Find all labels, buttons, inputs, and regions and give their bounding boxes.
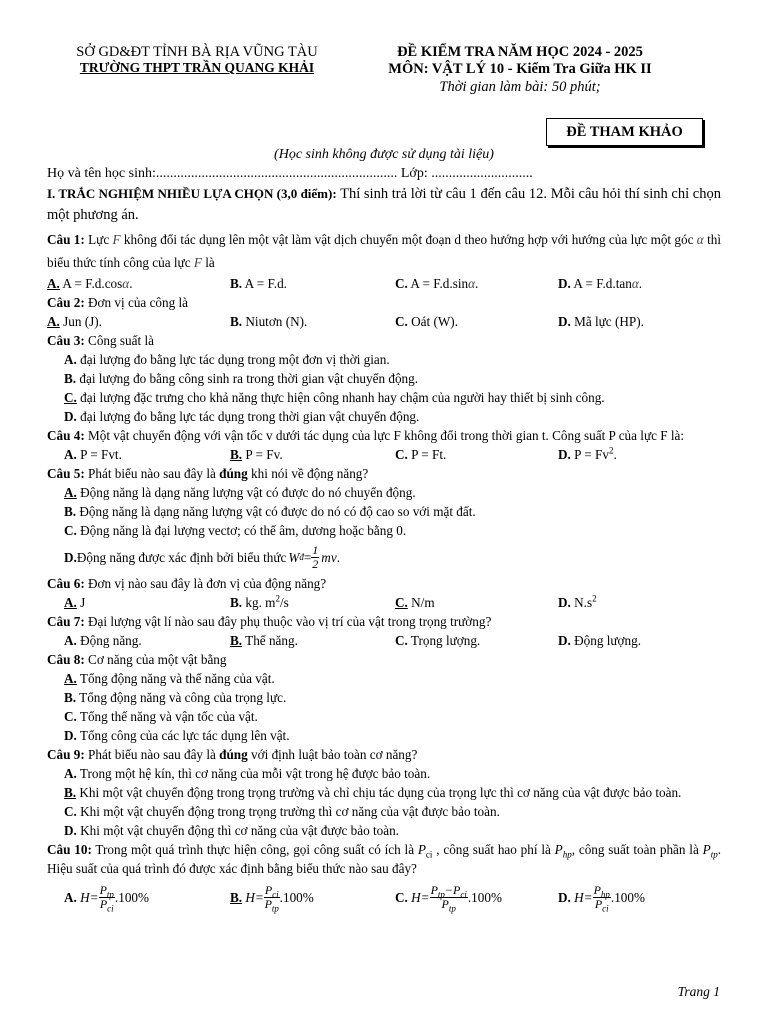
denominator: P	[441, 896, 449, 911]
period: .	[613, 447, 617, 462]
question-10-text: Trong một quá trình thực hiện công, gọi công suất có ích là	[91, 842, 418, 857]
option-label: C.	[395, 889, 408, 905]
option-label: B.	[64, 785, 77, 800]
fraction	[430, 884, 468, 911]
percent: .100%	[467, 889, 502, 905]
fraction	[264, 884, 280, 911]
option-c[interactable]	[47, 388, 721, 407]
question-10-text: , công suất toàn phần là	[571, 842, 703, 857]
percent: .100%	[610, 889, 645, 905]
question-10-label: Câu 10:	[47, 842, 92, 857]
question-1-text: không đổi tác dụng lên một vật làm vật dịch chuyển một đoạn d theo hướng hợp với hướng của lực một góc	[120, 232, 697, 247]
option-c[interactable]	[395, 312, 558, 331]
option-label: A.	[47, 314, 60, 329]
alpha-symbol: α	[696, 232, 704, 247]
option-text: P = Fvt.	[76, 447, 122, 462]
option-text: Tổng công của các lực tác dụng lên vật.	[76, 728, 290, 743]
subscript: ci	[425, 849, 433, 860]
option-text: Khi một vật chuyển động trong trọng trường và chỉ chịu tác dụng của trọng lực thì cơ năng của vật được bảo toàn.	[76, 785, 682, 800]
numerator: P	[99, 882, 107, 897]
option-label: D.	[64, 728, 77, 743]
force-symbol: F	[193, 255, 202, 270]
option-b[interactable]	[230, 312, 395, 331]
fraction	[311, 544, 319, 571]
no-materials-note: (Học sinh không được sử dụng tài liệu)	[274, 147, 494, 162]
exam-header	[0, 42, 768, 102]
question-3-text: Công suất là	[84, 333, 154, 348]
option-a[interactable]	[47, 593, 230, 612]
option-b[interactable]	[230, 274, 395, 293]
denominator: P	[594, 896, 603, 911]
option-a[interactable]	[47, 631, 230, 650]
question-3-label: Câu 3:	[47, 333, 85, 348]
question-4-text: Một vật chuyển động với vận tốc v dưới tác dụng của lực F không đổi trong thời gian t. Công suất P của lực F là:	[84, 428, 685, 443]
option-text: A = F.d.	[244, 276, 287, 291]
minus: −	[444, 882, 454, 897]
section-1-instructions: Thí sinh trả lời từ câu 1 đến câu 12. Mỗi câu hỏi thí sinh chỉ chọn một phương án.	[47, 186, 721, 223]
option-label: B.	[64, 690, 77, 705]
option-text: P = Fv.	[242, 447, 283, 462]
option-text: đại lượng đo bằng lực tác dụng trong một đơn vị thời gian.	[76, 352, 390, 367]
numerator: P	[453, 882, 461, 897]
option-text: Thế năng.	[242, 633, 298, 648]
option-a[interactable]	[47, 483, 721, 502]
question-10	[47, 840, 721, 878]
option-a[interactable]	[47, 669, 721, 688]
formula-h: H=	[411, 889, 430, 905]
option-label: D.	[64, 823, 77, 838]
alpha-symbol: α	[631, 276, 639, 291]
option-a[interactable]	[47, 764, 721, 783]
question-10-options	[47, 878, 721, 916]
question-5-label: Câu 5:	[47, 466, 85, 481]
question-2-text: Đơn vị của công là	[84, 295, 189, 310]
question-9	[47, 745, 721, 764]
option-text: đại lượng đo bằng công sinh ra trong thời gian vật chuyển động.	[76, 371, 419, 386]
percent: .100%	[279, 889, 314, 905]
time-line: Thời gian làm bài: 50 phút;	[439, 79, 601, 95]
option-c[interactable]	[395, 884, 558, 911]
option-d[interactable]	[558, 631, 721, 650]
option-text: A = F.d.tan	[573, 276, 632, 291]
option-text: A = F.d.sin	[410, 276, 469, 291]
power-symbol: P	[554, 842, 563, 857]
option-b[interactable]	[47, 783, 721, 802]
option-text: Mã lực (HP).	[570, 314, 644, 329]
question-7-text: Đại lượng vật lí nào sau đây phụ thuộc vào vị trí của vật trong trọng trường?	[84, 614, 492, 629]
subscript: ci	[602, 902, 609, 913]
option-text: Khi một vật chuyển động thì cơ năng của vật được bảo toàn.	[76, 823, 399, 838]
formula-h: H=	[574, 889, 593, 905]
option-label: B.	[64, 371, 77, 386]
subscript: ci	[460, 888, 467, 899]
option-d[interactable]	[558, 593, 721, 612]
fraction	[99, 884, 115, 911]
exponent: 2	[592, 593, 597, 604]
option-label: B.	[230, 889, 243, 905]
option-label: A.	[64, 447, 77, 462]
option-d[interactable]	[47, 407, 721, 426]
subscript: tp	[710, 849, 718, 860]
option-b[interactable]	[47, 369, 721, 388]
question-4-label: Câu 4:	[47, 428, 85, 443]
alpha-symbol: α	[122, 276, 130, 291]
option-text: Động lượng.	[570, 633, 641, 648]
exam-content	[47, 145, 721, 916]
option-b[interactable]	[230, 884, 395, 911]
question-2-options	[47, 312, 721, 331]
option-text: /s	[279, 595, 289, 610]
question-10-text: . Hiệu suất của quá trình đó được xác định bằng biểu thức nào sau đây?	[47, 842, 721, 876]
option-label: B.	[230, 633, 243, 648]
option-b[interactable]	[47, 688, 721, 707]
denominator: P	[264, 896, 272, 911]
question-1	[47, 228, 721, 274]
option-d[interactable]: D. A = F.d.tanα.	[558, 276, 643, 291]
numerator: P	[264, 882, 273, 897]
option-text: Niutơn (N).	[242, 314, 308, 329]
question-9-text: Phát biểu nào sau đây là	[84, 747, 220, 762]
formula-h: H=	[80, 889, 99, 905]
option-label: A.	[64, 633, 77, 648]
school-name: TRƯỜNG THPT TRẦN QUANG KHẢI	[79, 60, 315, 75]
option-label: A.	[64, 352, 77, 367]
option-text: Động năng là dạng năng lượng vật có được do nó chuyển động.	[76, 485, 416, 500]
option-label: C.	[395, 447, 408, 462]
power-symbol: P	[702, 842, 711, 857]
option-label: C.	[64, 804, 77, 819]
option-label: D.	[558, 314, 571, 329]
option-text: Tổng động năng và công của trọng lực.	[76, 690, 287, 705]
option-c[interactable]	[395, 631, 558, 650]
question-5	[47, 464, 721, 483]
option-text: Oát (W).	[407, 314, 458, 329]
option-label: C.	[64, 709, 77, 724]
option-label: D.	[64, 549, 77, 565]
question-1-text: thì biểu thức tính công của lực	[47, 232, 721, 270]
option-d[interactable]	[47, 821, 721, 840]
option-label: C.	[395, 633, 408, 648]
option-label: B.	[230, 314, 243, 329]
option-label: D.	[64, 409, 77, 424]
option-text: Tổng động năng và thế năng của vật.	[76, 671, 275, 686]
subscript: tp	[106, 888, 114, 899]
question-5-text: khi nói về động năng?	[247, 466, 369, 481]
option-b[interactable]	[230, 593, 395, 612]
exponent: 2	[275, 593, 280, 604]
subject-line: MÔN: VẬT LÝ 10 - Kiểm Tra Giữa HK II	[388, 61, 652, 77]
option-label: A.	[64, 595, 77, 610]
option-text: P = Ft.	[407, 447, 447, 462]
option-text: đại lượng đặc trưng cho khả năng thực hiện công nhanh hay chậm của người hay thiết bị sinh công.	[76, 390, 605, 405]
option-c[interactable]: C. A = F.d.sinα.	[395, 276, 479, 291]
option-text: N.s	[570, 595, 593, 610]
question-2	[47, 293, 721, 312]
option-c[interactable]	[395, 593, 558, 612]
question-8-label: Câu 8:	[47, 652, 85, 667]
option-label: B.	[230, 595, 243, 610]
question-8	[47, 650, 721, 669]
exponent: 2	[608, 445, 614, 456]
option-text: J	[76, 595, 86, 610]
denominator: P	[99, 896, 108, 911]
option-text: N/m	[407, 595, 435, 610]
question-1-label: Câu 1:	[47, 232, 85, 247]
formula-mv: mv	[321, 549, 337, 565]
option-d[interactable]	[47, 726, 721, 745]
percent: .100%	[114, 889, 149, 905]
emphasis: đúng	[219, 466, 248, 481]
option-text: P = Fv	[570, 447, 609, 462]
emphasis: đúng	[219, 747, 248, 762]
option-label: A.	[64, 485, 77, 500]
option-c[interactable]	[47, 521, 721, 540]
option-d[interactable]	[558, 445, 721, 464]
option-a[interactable]	[47, 445, 230, 464]
numerator: P	[430, 882, 438, 897]
denominator: 2	[312, 556, 319, 571]
option-text: Khi một vật chuyển động trong trọng trường thì cơ năng của vật được bảo toàn.	[76, 804, 500, 819]
subscript: tp	[271, 902, 279, 913]
option-text: A = F.d.cos	[62, 276, 123, 291]
option-label: C.	[64, 390, 77, 405]
question-10-text: , công suất hao phí là	[432, 842, 555, 857]
option-label: D.	[558, 447, 571, 462]
option-c[interactable]	[395, 445, 558, 464]
department-name: SỞ GD&ĐT TỈNH BÀ RỊA VŨNG TÀU	[76, 44, 318, 60]
option-label: B.	[230, 447, 243, 462]
option-label: A.	[47, 276, 60, 291]
student-info-line: Họ và tên học sinh:..................................................................... Lớp: .............................	[47, 166, 533, 181]
subscript: tp	[448, 902, 456, 913]
option-b[interactable]	[230, 445, 395, 464]
option-a[interactable]	[47, 312, 230, 331]
option-b[interactable]	[230, 631, 395, 650]
numerator: P	[593, 882, 601, 897]
option-label: C.	[395, 314, 408, 329]
question-1-text: Lực	[84, 232, 113, 247]
question-2-label: Câu 2:	[47, 295, 85, 310]
subscript: ci	[272, 888, 279, 899]
question-1-options	[47, 274, 721, 293]
question-1-text: là	[201, 255, 215, 270]
option-text: Trong một hệ kín, thì cơ năng của mỗi vật trong hệ được bảo toàn.	[76, 766, 431, 781]
question-6	[47, 574, 721, 593]
section-1-heading	[47, 183, 721, 226]
option-text: Tổng thế năng và vận tốc của vật.	[76, 709, 258, 724]
option-label: D.	[558, 276, 571, 291]
option-a[interactable]	[47, 884, 230, 911]
numerator: 1	[312, 542, 319, 557]
fraction	[593, 884, 611, 911]
option-label: D.	[558, 889, 571, 905]
option-b[interactable]	[47, 502, 721, 521]
power-symbol: P	[417, 842, 426, 857]
option-d[interactable]	[558, 884, 721, 911]
page-number: Trang 1	[677, 984, 720, 999]
option-d[interactable]: D. Động năng được xác định bởi biểu thức W đ = $\frac{1}{2}$ mv .	[64, 542, 340, 571]
subscript: tp	[437, 888, 445, 899]
option-text: Động năng được xác định bởi biểu thức	[76, 549, 287, 565]
option-label: B.	[230, 276, 243, 291]
question-5-text: Phát biểu nào sau đây là	[84, 466, 220, 481]
question-9-label: Câu 9:	[47, 747, 85, 762]
option-text: kg. m	[242, 595, 276, 610]
question-6-options	[47, 593, 721, 612]
option-text: Trọng lượng.	[407, 633, 481, 648]
question-4-options	[47, 445, 721, 464]
question-7	[47, 612, 721, 631]
option-a[interactable]: A. A = F.d.cosα.	[47, 276, 133, 291]
option-d[interactable]	[558, 312, 721, 331]
question-7-options	[47, 631, 721, 650]
option-label: C.	[395, 595, 408, 610]
force-symbol: F	[112, 232, 121, 247]
option-a[interactable]	[47, 350, 721, 369]
question-3	[47, 331, 721, 350]
option-label: B.	[64, 504, 77, 519]
option-text: Động năng.	[76, 633, 142, 648]
question-9-text: với định luật bảo toàn cơ năng?	[247, 747, 418, 762]
question-6-label: Câu 6:	[47, 576, 85, 591]
option-text: Động năng là dạng năng lượng vật có được do nó có độ cao so với mặt đất.	[76, 504, 476, 519]
section-1-title: I. TRẮC NGHIỆM NHIỀU LỰA CHỌN (3,0 điểm):	[47, 186, 337, 201]
option-label: C.	[395, 276, 408, 291]
option-label: A.	[64, 766, 77, 781]
period: .	[336, 549, 340, 565]
subscript: hp	[600, 888, 610, 899]
option-c[interactable]	[47, 707, 721, 726]
formula-h: H=	[245, 889, 264, 905]
option-label: A.	[64, 889, 77, 905]
question-4	[47, 426, 721, 445]
option-label: A.	[64, 671, 77, 686]
option-c[interactable]	[47, 802, 721, 821]
exam-title: ĐỀ KIỂM TRA NĂM HỌC 2024 - 2025	[397, 44, 643, 60]
option-label: C.	[64, 523, 77, 538]
question-8-text: Cơ năng của một vật bằng	[84, 652, 227, 667]
subscript: hp	[562, 849, 572, 860]
option-text: Động năng là đại lượng vectơ; có thể âm, dương hoặc bằng 0.	[76, 523, 407, 538]
subscript: ci	[107, 902, 114, 913]
option-text: Jun (J).	[59, 314, 102, 329]
question-6-text: Đơn vị nào sau đây là đơn vị của động năng?	[84, 576, 327, 591]
formula-equals: =	[303, 549, 312, 565]
option-text: đại lượng đo bằng lực tác dụng trong thời gian vật chuyển động.	[76, 409, 420, 424]
question-7-label: Câu 7:	[47, 614, 85, 629]
alpha-symbol: α	[468, 276, 476, 291]
option-label: D.	[558, 595, 571, 610]
option-label: D.	[558, 633, 571, 648]
formula-w: W	[288, 549, 300, 565]
reference-badge: ĐỀ THAM KHẢO	[546, 118, 703, 146]
